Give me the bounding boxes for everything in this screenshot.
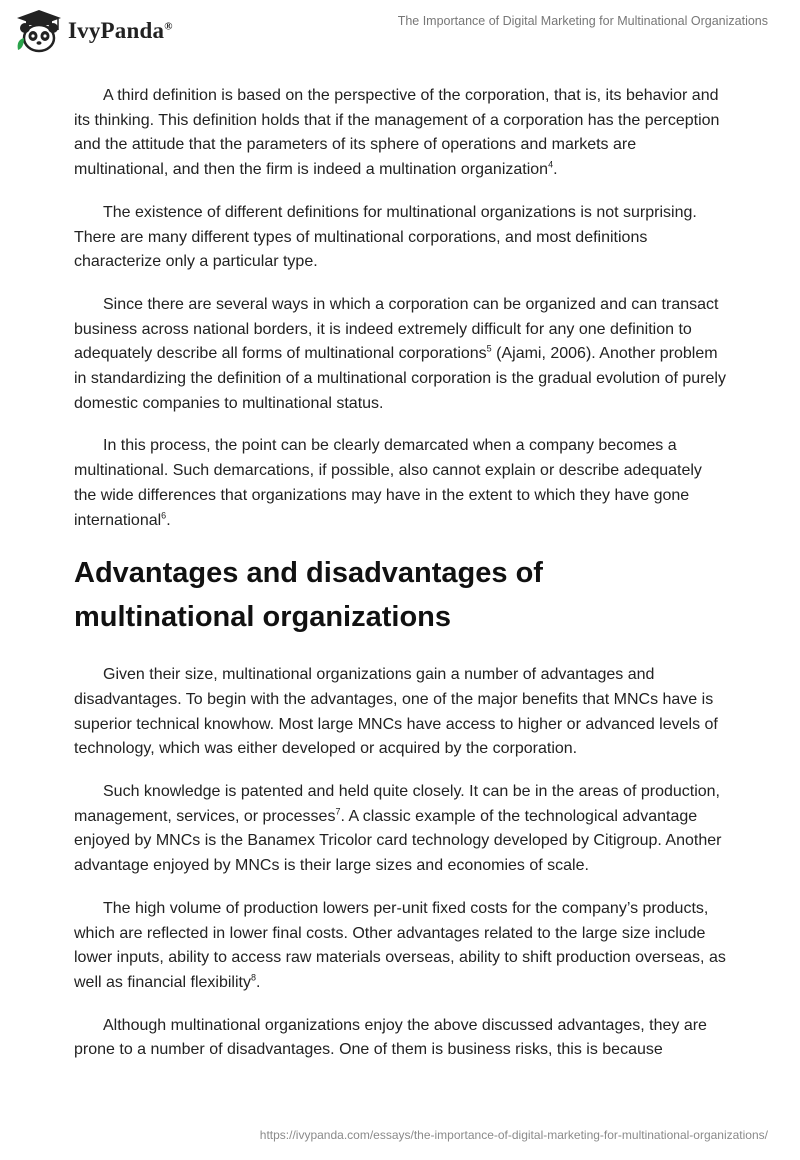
page-header [0, 0, 800, 64]
paragraph: Although multinational organizations enjoy the above discussed advantages, they are prone to a number of disadvantages. One of them is business risks, this is because [74, 1016, 707, 1059]
footnote-ref[interactable]: 6 [161, 510, 167, 521]
paragraph: The existence of different definitions for multinational organizations is not surprising. There are many different types of multinational corporations, and most definitions characterize only a particular type. [74, 203, 697, 271]
brand-name: IvyPanda® [68, 18, 173, 43]
paragraph: Given their size, multinational organizations gain a number of advantages and disadvantages. To begin with the advantages, one of the major benefits that MNCs have is superior technical knowhow. Most large MNCs have access to higher or advanced levels of technology, which was either developed or acquired by the corporation. [74, 666, 718, 758]
footnote-ref[interactable]: 5 [486, 344, 492, 354]
paragraph: Such knowledge is patented and held quite closely. It can be in the areas of production, management, services, or processes$^7$. A classic example of the technological advantage enjoyed by MNCs is the Banamex Tricolor card technology developed by Citigroup. Another advantage enjoyed by MNCs is their large sizes and economies of scale. [74, 783, 722, 875]
source-url[interactable]: https://ivypanda.com/essays/the-importance-of-digital-marketing-for-multinational-organizations/ [259, 1128, 768, 1142]
document-title: The Importance of Digital Marketing for Multinational Organizations [397, 14, 768, 28]
footnote-ref[interactable]: 8 [250, 972, 256, 983]
brand-logo[interactable] [14, 8, 173, 54]
paragraph: In this process, the point can be clearly demarcated when a company becomes a multinational. Such demarcations, if possible, also cannot explain or describe adequately the wide differences that organizations may have in the extent to which they have gone international$^6$. [74, 437, 702, 529]
paragraph: The high volume of production lowers per-unit fixed costs for the company’s products, which are reflected in lower final costs. Other advantages related to the large size include lower inputs, ability to access raw materials overseas, ability to shift production overseas, as well as financial flexibility$^8$. [74, 899, 726, 991]
footnote-ref[interactable]: 7 [335, 806, 341, 817]
section-heading: Advantages and disadvantages of multinational organizations [74, 557, 543, 634]
footnote-ref[interactable]: 4 [548, 159, 554, 170]
brand-registered-mark: ® [164, 20, 173, 33]
panda-graduate-icon [14, 8, 64, 54]
paragraph: Since there are several ways in which a corporation can be organized and can transact business across national borders, it is indeed extremely difficult for any one definition to adequately describe all forms of multinational corporations$^5$ (Ajami, 2006). Another problem in standardizing the definition of a multinational corporation is the gradual evolution of purely domestic companies to multinational status. [74, 295, 726, 412]
essay-content [74, 84, 726, 1081]
paragraph: A third definition is based on the perspective of the corporation, that is, its behavior and its thinking. This definition holds that if the management of a corporation has the perception and the attitude that the parameters of its sphere of operations and markets are multinational, and then the firm is indeed a multination organization$^4$. [74, 87, 720, 179]
